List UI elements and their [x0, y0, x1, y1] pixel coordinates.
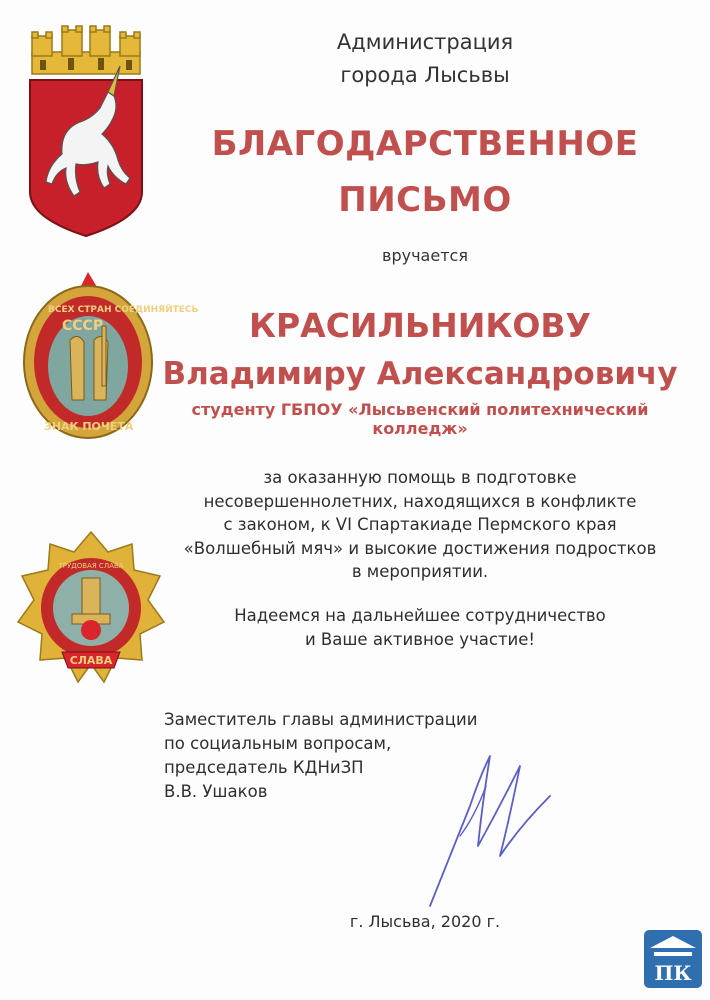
title-line-2: ПИСЬМО — [338, 180, 512, 220]
issuer-line-2: города Лысьвы — [340, 63, 510, 87]
hope-line: Надеемся на дальнейшее сотрудничество — [234, 606, 606, 625]
title-line-1: БЛАГОДАРСТВЕННОЕ — [211, 124, 639, 164]
signer-line: по социальным вопросам, — [164, 734, 392, 753]
signer-line: Заместитель главы администрации — [164, 710, 478, 729]
badge-of-honor-icon — [18, 270, 199, 442]
signer-line: В.В. Ушаков — [164, 782, 268, 801]
issuer-line-1: Администрация — [336, 30, 514, 54]
issuer-block — [200, 26, 650, 92]
badge-bottom-text: ЗНАК ПОЧЕТА — [44, 420, 134, 433]
place-and-date: г. Лысьва, 2020 г. — [349, 912, 501, 931]
reason-line: «Волшебный мяч» и высокие достижения подростков — [183, 538, 657, 558]
hope-block — [170, 604, 670, 652]
signer-line: председатель КДНиЗП — [164, 758, 364, 777]
unicorn-coat-of-arms-icon — [22, 22, 150, 240]
recipient-given-name: Владимиру Александровичу — [162, 356, 678, 392]
reason-line: за оказанную помощь в подготовке — [263, 468, 577, 487]
reason-block — [170, 466, 670, 584]
order-of-labour-glory-icon — [12, 530, 170, 690]
badge-ussr: СССР — [62, 318, 104, 334]
reason-line: с законом, к VI Спартакиаде Пермского края — [223, 515, 617, 534]
college-logo-icon — [644, 930, 702, 988]
glory-ribbon-text: СЛАВА — [69, 654, 113, 667]
recipient-affiliation: студенту ГБПОУ «Лысьвенский политехнический колледж» — [191, 400, 649, 438]
logo-text: ПК — [654, 961, 692, 985]
glory-arc-text: ТРУДОВАЯ СЛАВА — [58, 562, 124, 570]
reason-line: в мероприятии. — [351, 562, 489, 581]
reason-line: несовершеннолетних, находящихся в конфликте — [203, 491, 637, 511]
hope-line: и Ваше активное участие! — [304, 630, 536, 649]
handwritten-signature — [420, 746, 560, 920]
recipient-surname: КРАСИЛЬНИКОВУ — [249, 306, 591, 345]
badge-motto: ВСЕХ СТРАН СОЕДИНЯЙТЕСЬ — [48, 305, 199, 315]
awarded-text: вручается — [382, 246, 468, 265]
document-title — [200, 116, 650, 228]
